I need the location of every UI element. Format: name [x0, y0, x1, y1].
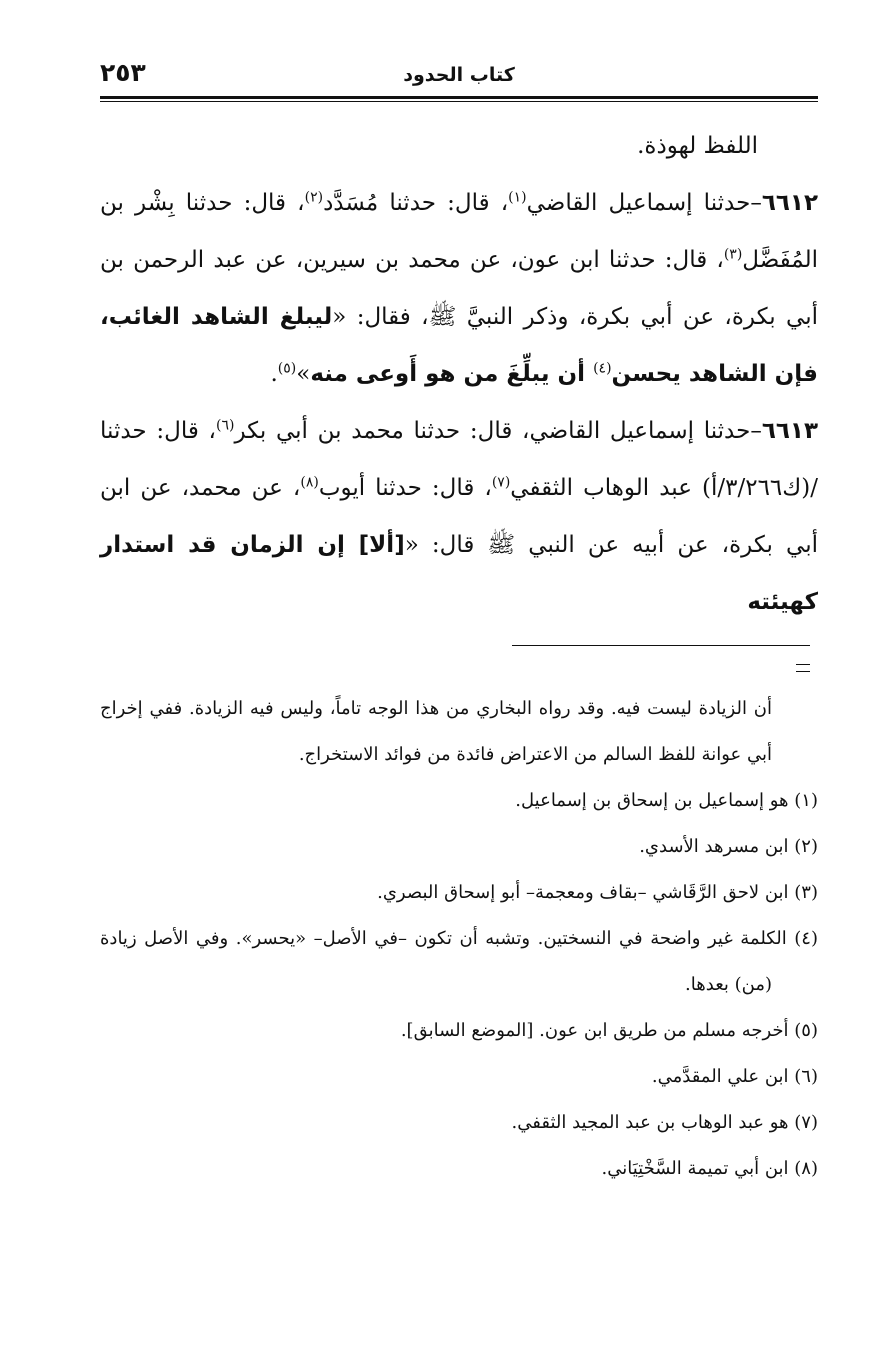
footnote-ref: (١)	[508, 189, 527, 206]
footnote-ref: (٦)	[215, 417, 235, 434]
continuation-mark	[796, 664, 810, 672]
footnote-2: (٢) ابن مسرهد الأسدي.	[639, 836, 818, 857]
header-rule-thin	[100, 101, 818, 102]
running-title: كتاب الحدود	[403, 64, 515, 86]
footnote-4: (٤) الكلمة غير واضحة في النسختين. وتشبه أن تكون –في الأصل– «يحسر». وفي الأصل زيادة (من) بعدها.	[100, 928, 818, 995]
hadith-text: ، عن محمد، عن ابن أبي بكرة، عن أبيه عن النبي ﷺ قال: «	[100, 475, 818, 558]
footnote-continuation: أن الزيادة ليست فيه. وقد رواه البخاري من هذا الوجه تاماً، وليس فيه الزيادة. ففي إخراج أبي عوانة للفظ السالم من الاعتراض فائدة من فوائد الاستخراج.	[100, 698, 772, 765]
footnote-1: (١) هو إسماعيل بن إسحاق بن إسماعيل.	[515, 790, 818, 811]
hadith-text: ، قال: حدثنا ابن عون، عن محمد بن سيرين، عن عبد الرحمن بن أبي بكرة، عن أبي بكرة، وذكر النبيَّ ﷺ، فقال: «	[100, 247, 818, 330]
footnote-ref: (٧)	[491, 474, 511, 491]
hadith-text: ، قال: حدثنا مُسَدَّد	[323, 190, 509, 216]
hadith-text: »	[296, 361, 311, 387]
footnote-3: (٣) ابن لاحق الرَّقَاشي –بقاف ومعجمة– أبو إسحاق البصري.	[377, 882, 818, 903]
hadith-text: ، قال: حدثنا بِشْر بن المُفَضَّل	[100, 190, 818, 273]
footnote-7: (٧) هو عبد الوهاب بن عبد المجيد الثقفي.	[511, 1112, 818, 1133]
hadith-number: ٦٦١٣	[761, 418, 818, 444]
page-number: ٢٥٣	[100, 58, 146, 87]
footnote-ref: (٨)	[300, 474, 319, 491]
hadith-text: –حدثنا إسماعيل القاضي	[526, 190, 762, 216]
hadith-matn: ليبلغ الشاهد الغائب، فإن الشاهد يحسن	[100, 304, 818, 387]
hadith-text: –حدثنا إسماعيل القاضي، قال: حدثنا محمد بن أبي بكر	[234, 418, 762, 444]
hadith-number: ٦٦١٢	[761, 190, 818, 216]
footnote-ref: (٣)	[723, 246, 743, 263]
footnote-8: (٨) ابن أبي تميمة السَّخْتِيَاني.	[601, 1158, 818, 1179]
footnotes	[100, 686, 818, 1192]
footnote-ref: (٢)	[304, 189, 324, 206]
footnote-5: (٥) أخرجه مسلم من طريق ابن عون. [الموضع السابق].	[400, 1020, 818, 1041]
hadith-text: ، قال: حدثنا /(ك٣/٢٦٦/أ) عبد الوهاب الثقفي	[100, 418, 818, 501]
hadith-matn: أن يبلِّغَ من هو أَوعى منه	[310, 361, 594, 387]
hadith-matn: [ألا] إن الزمان قد استدار كهيئته	[100, 532, 818, 615]
hadith-text: .	[270, 361, 278, 387]
hadith-6612	[100, 175, 818, 403]
running-header	[100, 52, 818, 92]
footnote-ref: (٤)	[593, 360, 612, 377]
footnote-separator	[512, 645, 810, 646]
footnote-ref: (٥)	[277, 360, 297, 377]
hadith-6613	[100, 403, 818, 631]
hadith-text: ، قال: حدثنا أيوب	[318, 475, 492, 501]
main-text	[100, 118, 818, 631]
header-rule-thick	[100, 96, 818, 99]
paragraph-intro: اللفظ لهوذة.	[637, 133, 758, 159]
footnote-6: (٦) ابن علي المقدَّمي.	[651, 1066, 818, 1087]
